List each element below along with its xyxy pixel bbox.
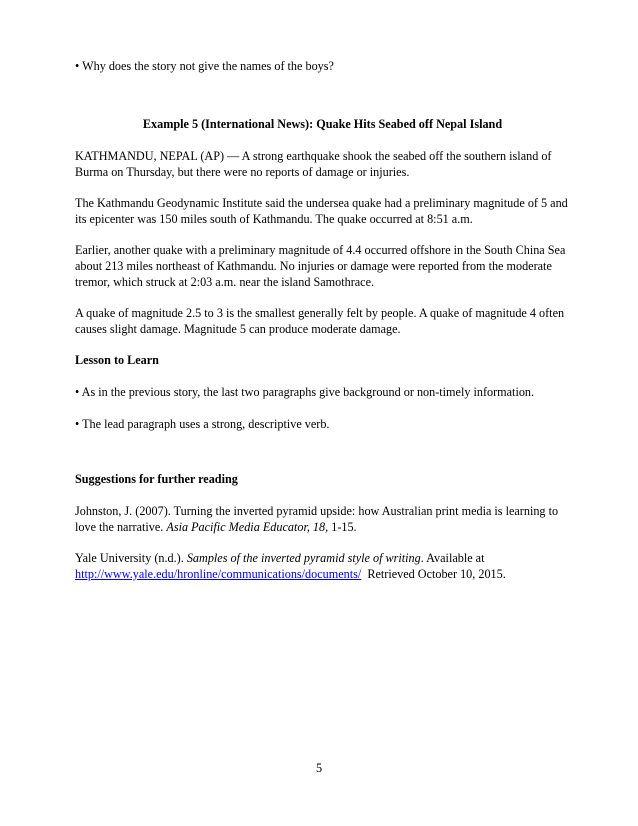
story-paragraph: A quake of magnitude 2.5 to 3 is the smallest generally felt by people. A quake of magnitude 4 often causes slight damage. Magnitude 5 can produce moderate damage. [75,306,565,336]
reference-johnston [75,503,570,535]
reference-text: . Available at [420,551,485,565]
reference-text: Yale University (n.d.). [75,551,187,565]
suggestions-heading: Suggestions for further reading [75,472,238,486]
page-number: 5 [315,761,323,775]
story-paragraph: The Kathmandu Geodynamic Institute said the undersea quake had a preliminary magnitude of 5 and its epicenter was 150 miles south of Kathmandu. The quake occurred at 8:51 a.m. [75,196,568,226]
discussion-question: • Why does the story not give the names of the boys? [75,59,334,73]
example-heading: Example 5 (International News): Quake Hits Seabed off Nepal Island [142,117,503,131]
lesson-bullet: • As in the previous story, the last two paragraphs give background or non-timely information. [75,385,535,399]
lesson-bullet: • The lead paragraph uses a strong, descriptive verb. [75,417,330,431]
reference-text: Johnston, J. (2007). Turning the inverted pyramid upside: how Australian print media is learning to love the narrative. [75,504,559,534]
story-paragraph: Earlier, another quake with a preliminary magnitude of 4.4 occurred offshore in the South China Sea about 213 miles northeast of Kathmandu. No injuries or damage were reported from the moderate tremor, which struck at 2:03 a.m. near the island Samothrace. [75,243,566,289]
story-paragraph: KATHMANDU, NEPAL (AP) — A strong earthquake shook the seabed off the southern island of Burma on Thursday, but there were no reports of damage or injuries. [75,149,552,179]
lesson-heading: Lesson to Learn [75,353,159,367]
reference-link[interactable]: http://www.yale.edu/hronline/communications/documents/ [75,567,362,581]
document-title: Samples of the inverted pyramid style of writing [186,551,421,565]
reference-pages: 1-15. [328,520,357,534]
reference-yale [75,550,570,582]
retrieved-date: Retrieved October 10, 2015. [361,567,506,581]
journal-title: Asia Pacific Media Educator, 18, [166,520,329,534]
page-content [75,58,570,597]
